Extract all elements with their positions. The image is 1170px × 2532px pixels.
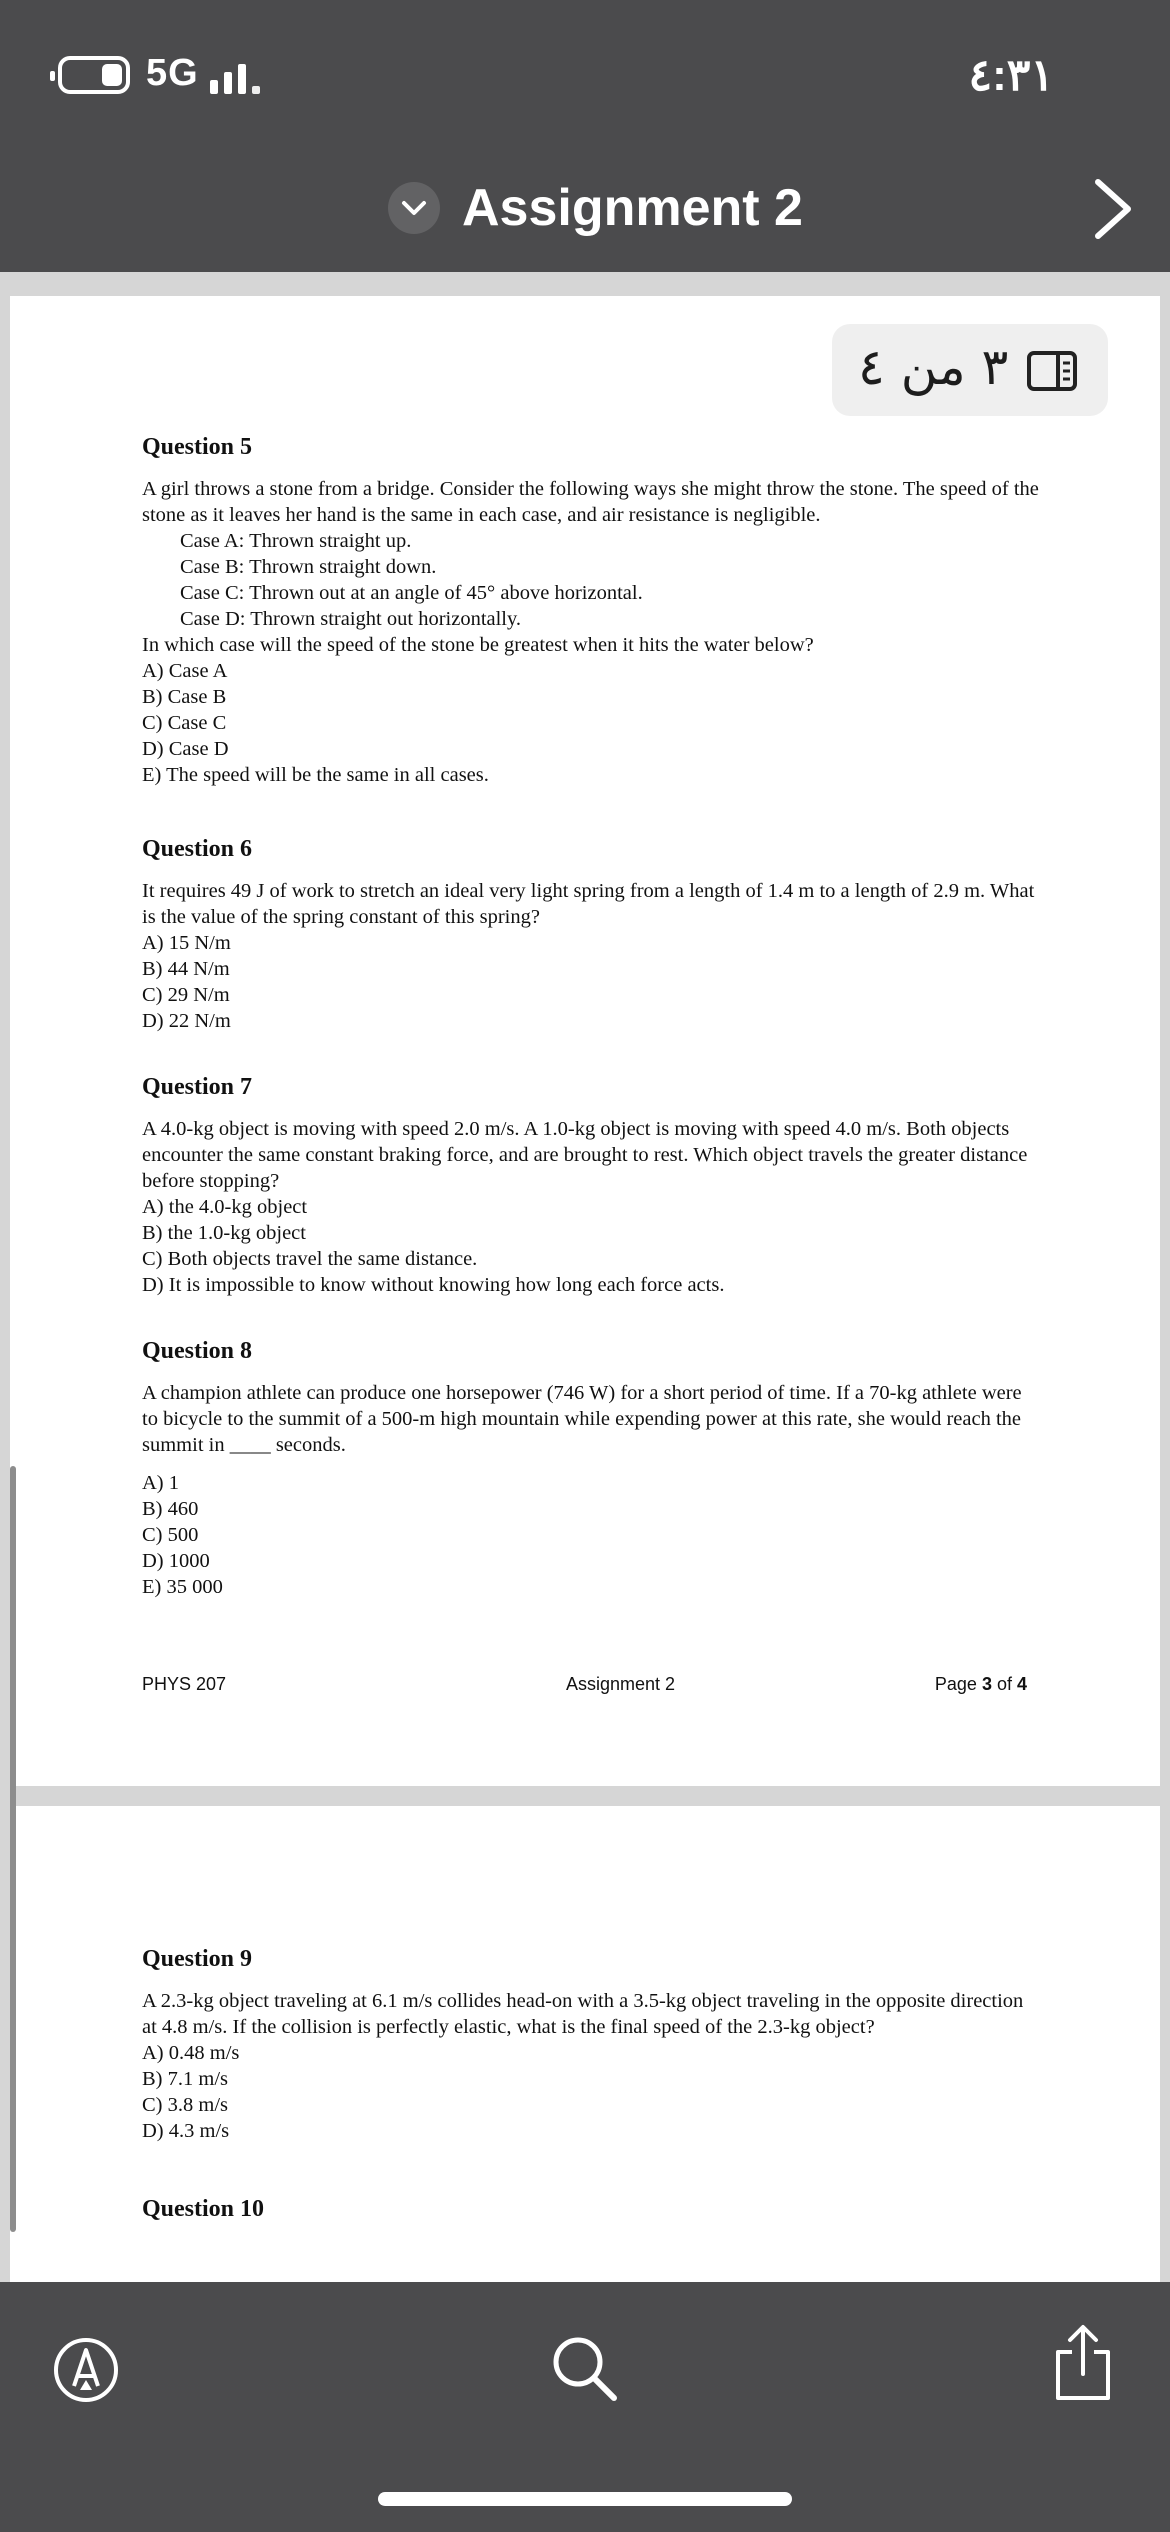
question-block xyxy=(142,1074,1042,1298)
option-item: C) 3.8 m/s xyxy=(142,2094,228,2116)
markup-icon xyxy=(52,2336,120,2404)
option-item: B) Case B xyxy=(142,686,227,708)
option-item: C) Case C xyxy=(142,712,227,734)
question-title: Question 5 xyxy=(142,434,253,460)
case-item: Case A: Thrown straight up. xyxy=(180,530,412,552)
option-item: B) 7.1 m/s xyxy=(142,2068,228,2090)
case-item: Case D: Thrown straight out horizontally. xyxy=(180,608,522,630)
scroll-indicator[interactable] xyxy=(10,1466,16,2232)
search-icon xyxy=(548,2332,622,2406)
footer-course: PHYS 207 xyxy=(142,1674,227,1694)
share-icon xyxy=(1050,2322,1116,2404)
home-indicator[interactable] xyxy=(378,2492,792,2506)
question-title: Question 9 xyxy=(142,1946,253,1972)
option-item: A) 15 N/m xyxy=(142,932,231,954)
markup-button[interactable] xyxy=(52,2336,120,2409)
question-title: Question 10 xyxy=(142,2196,265,2222)
case-list xyxy=(142,528,1042,632)
document-page xyxy=(10,1806,1160,2282)
page-indicator-label: ٣ من ٤ xyxy=(858,338,1009,396)
battery-icon xyxy=(58,56,130,94)
network-label: 5G xyxy=(146,52,199,94)
question-block xyxy=(142,1338,1042,1600)
question-block xyxy=(142,1946,1042,2144)
question-title: Question 7 xyxy=(142,1074,253,1100)
option-item: D) 22 N/m xyxy=(142,1010,231,1032)
option-item: E) 35 000 xyxy=(142,1576,223,1598)
title-menu-button[interactable] xyxy=(388,182,440,234)
page-content xyxy=(142,1946,1042,2238)
question-title: Question 6 xyxy=(142,836,253,862)
share-button[interactable] xyxy=(1050,2322,1116,2409)
option-item: C) 500 xyxy=(142,1524,199,1546)
search-button[interactable] xyxy=(548,2332,622,2411)
option-item: E) The speed will be the same in all cases. xyxy=(142,764,489,786)
document-viewer[interactable] xyxy=(0,272,1170,2282)
option-item: D) 1000 xyxy=(142,1550,210,1572)
sidebar-toggle-icon xyxy=(1026,350,1078,392)
signal-bars-icon xyxy=(210,60,266,94)
top-bar xyxy=(0,0,1170,272)
option-item: D) Case D xyxy=(142,738,229,760)
status-bar xyxy=(0,0,1170,150)
option-item: A) 1 xyxy=(142,1472,180,1494)
question-text: A 4.0-kg object is moving with speed 2.0 m/s. A 1.0-kg object is moving with speed 4.0 m/s. Both objects encounter the same constant braking force, and are brought to rest. Which object travels the greater distance before stopping? xyxy=(142,1118,1028,1192)
page-indicator[interactable] xyxy=(832,324,1108,416)
option-item: D) It is impossible to know without knowing how long each force acts. xyxy=(142,1274,725,1296)
page-content xyxy=(142,434,1042,1634)
option-item: B) the 1.0-kg object xyxy=(142,1222,306,1244)
document-page xyxy=(10,296,1160,1786)
option-item: A) the 4.0-kg object xyxy=(142,1196,308,1218)
question-text: A champion athlete can produce one horsepower (746 W) for a short period of time. If a 70-kg athlete were to bicycle to the summit of a 500-m high mountain while expending power at this rate, she would reach the summit in ____ seconds. xyxy=(142,1382,1022,1456)
question-text: A 2.3-kg object traveling at 6.1 m/s collides head-on with a 3.5-kg object traveling in the opposite direction at 4.8 m/s. If the collision is perfectly elastic, what is the final speed of the 2.3-kg object? xyxy=(142,1990,1024,2038)
option-item: A) Case A xyxy=(142,660,228,682)
question-block xyxy=(142,836,1042,1034)
chevron-right-icon xyxy=(1082,174,1146,244)
document-title[interactable]: Assignment 2 xyxy=(462,179,803,237)
document-titlebar xyxy=(0,160,1170,260)
option-item: D) 4.3 m/s xyxy=(142,2120,230,2142)
option-item: A) 0.48 m/s xyxy=(142,2042,240,2064)
option-item: B) 460 xyxy=(142,1498,199,1520)
question-title: Question 8 xyxy=(142,1338,253,1364)
question-prompt: In which case will the speed of the stone be greatest when it hits the water below? xyxy=(142,634,814,656)
status-time: ٤:٣١ xyxy=(968,51,1054,100)
question-text: It requires 49 J of work to stretch an ideal very light spring from a length of 1.4 m to a length of 2.9 m. What is the value of the spring constant of this spring? xyxy=(142,880,1035,928)
option-item: B) 44 N/m xyxy=(142,958,230,980)
option-item: C) Both objects travel the same distance. xyxy=(142,1248,478,1270)
option-item: C) 29 N/m xyxy=(142,984,230,1006)
question-block xyxy=(142,434,1042,788)
case-item: Case C: Thrown out at an angle of 45° above horizontal. xyxy=(180,582,643,604)
footer-document: Assignment 2 xyxy=(566,1674,676,1694)
case-item: Case B: Thrown straight down. xyxy=(180,556,437,578)
question-text: A girl throws a stone from a bridge. Consider the following ways she might throw the stone. The speed of the stone as it leaves her hand is the same in each case, and air resistance is negligible. xyxy=(142,478,1039,526)
bottom-toolbar xyxy=(0,2282,1170,2532)
footer-page-number: Page 3 of 4 xyxy=(934,1674,1027,1694)
chevron-down-icon xyxy=(400,196,428,220)
next-button[interactable] xyxy=(1082,174,1146,244)
